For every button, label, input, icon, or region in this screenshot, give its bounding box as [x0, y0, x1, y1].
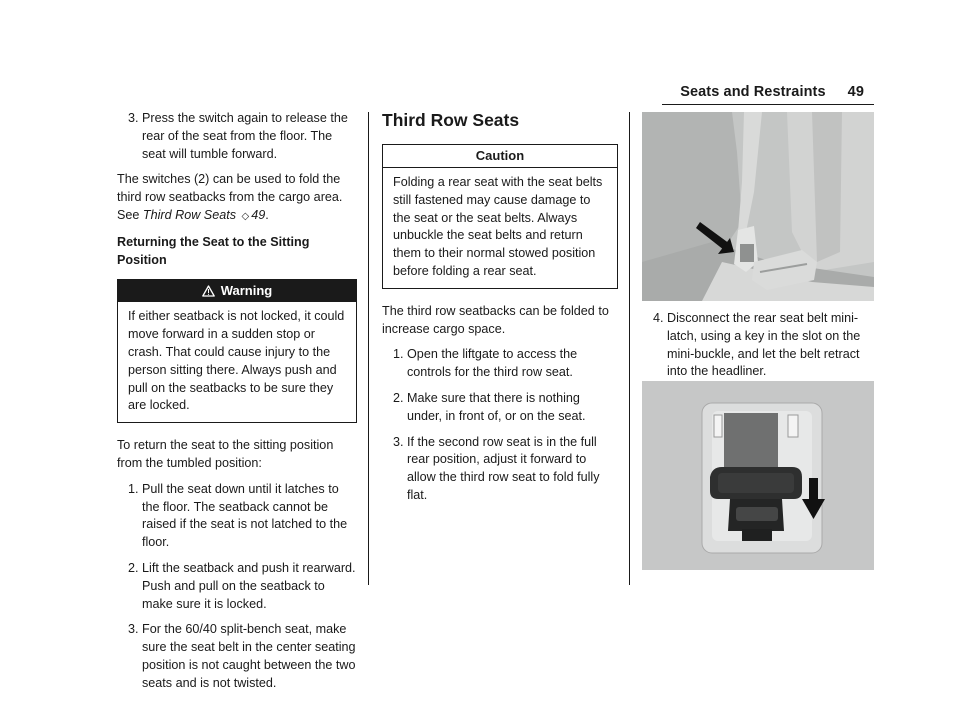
page-ref-number[interactable]: 49: [251, 207, 266, 222]
column-3: [642, 110, 874, 389]
fold-step-2: [382, 390, 618, 426]
fold-cargo-paragraph: The third row seatbacks can be folded to increase cargo space.: [382, 303, 609, 336]
step-text: Make sure that there is nothing under, in front of, or on the seat.: [407, 390, 586, 423]
step-number: 1.: [393, 347, 404, 362]
return-step-2: [117, 560, 357, 613]
step-text: Lift the seatback and push it rearward. Push and pull on the seatback to make sure it is locked.: [142, 560, 356, 611]
step-number: 3.: [128, 622, 139, 637]
fold-step-1: [382, 346, 618, 382]
step-text: Disconnect the rear seat belt mini-latch, using a key in the slot on the mini-buckle, and let the belt retract into the headliner.: [667, 311, 861, 379]
step-number: 1.: [128, 481, 139, 496]
warning-icon: [202, 285, 215, 297]
return-seat-paragraph: To return the seat to the sitting position from the tumbled position:: [117, 438, 334, 470]
return-step-3: [117, 621, 357, 692]
column-1: [117, 110, 357, 701]
page-number: 49: [847, 84, 864, 100]
step-number: 2.: [128, 560, 139, 575]
step-text: Open the liftgate to access the controls for the third row seat.: [407, 347, 578, 380]
warning-title: Warning: [220, 283, 273, 299]
caution-title: Caution: [475, 148, 525, 164]
page-ref-icon: ◇: [241, 210, 250, 222]
step-number: 3.: [393, 434, 404, 449]
step-text: If the second row seat is in the full rear position, adjust it forward to allow the third row seat to fold fully flat.: [407, 434, 600, 502]
step-4-disconnect: [642, 310, 874, 381]
mini-buckle-drawing: [642, 381, 874, 570]
return-step-1: [117, 481, 357, 552]
caution-header: [383, 145, 617, 168]
returning-seat-subheading: Returning the Seat to the Sitting Position: [117, 234, 310, 267]
step-text: For the 60/40 split-bench seat, make sure the seat belt in the center seating position is not caught between the two seats and is not twisted.: [142, 622, 356, 690]
step-text: Press the switch again to release the rear of the seat from the floor. The seat will tumble forward.: [142, 111, 348, 161]
section-title: Seats and Restraints: [680, 84, 826, 100]
third-row-seats-title: Third Row Seats: [382, 110, 520, 130]
mini-buckle-illustration: [642, 381, 874, 570]
caution-box: [382, 144, 618, 289]
warning-body: If either seatback is not locked, it could move forward in a sudden stop or crash. That could cause injury to the person sitting there. Always push and pull on the seatbacks to be sure they are locked.: [128, 309, 345, 413]
third-row-seats-link[interactable]: Third Row Seats: [142, 207, 237, 222]
step-number: 4.: [653, 311, 664, 325]
header-rule: [662, 104, 874, 105]
fold-step-3: [382, 434, 618, 505]
fold-switch-paragraph: [117, 171, 357, 225]
step-number: 3.: [128, 111, 139, 125]
paragraph-text: The switches (2) can be used to fold the third row seatbacks from the cargo area. See: [117, 172, 343, 222]
sentence-end: .: [265, 207, 269, 222]
step-text: Pull the seat down until it latches to the floor. The seatback cannot be raised if the seat is not latched to the floor.: [142, 481, 348, 550]
step-number: 2.: [393, 390, 404, 405]
step-3-release: [117, 110, 357, 163]
warning-header: [118, 280, 356, 302]
column-divider-1: [368, 112, 369, 585]
caution-body: Folding a rear seat with the seat belts still fastened may cause damage to the seat or the seat belts. Always unbuckle the seat belts and return them to their normal stowed position before folding a rear seat.: [393, 175, 603, 278]
page-header: [680, 84, 864, 104]
column-2: [382, 110, 618, 513]
warning-box: [117, 279, 357, 423]
column-divider-2: [629, 112, 630, 585]
